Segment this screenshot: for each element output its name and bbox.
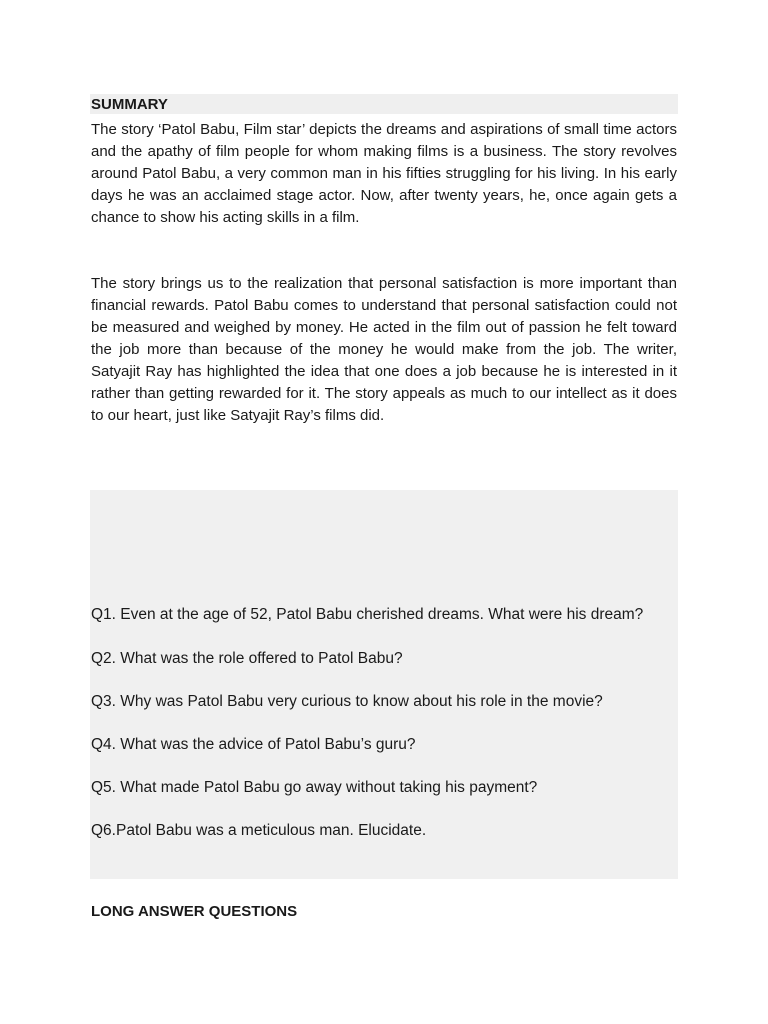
question-5: Q5. What made Patol Babu go away without taking his payment? (91, 779, 538, 796)
question-4: Q4. What was the advice of Patol Babu’s guru? (91, 736, 416, 753)
summary-paragraph-2: The story brings us to the realization that personal satisfaction is more important than financial rewards. Patol Babu comes to understand that personal satisfaction could not be measured and weighed by money. He acted in the film out of passion he felt toward the job more than because of the money he would make from the job. The writer, Satyajit Ray has highlighted the idea that one does a job because he is interested in it rather than getting rewarded for it. The story appeals as much to our intellect as it does to our heart, just like Satyajit Ray’s films did. (91, 275, 677, 424)
long-answer-heading: LONG ANSWER QUESTIONS (91, 903, 298, 920)
question-2: Q2. What was the role offered to Patol Babu? (91, 650, 403, 667)
summary-heading: SUMMARY (91, 96, 168, 113)
question-1: Q1. Even at the age of 52, Patol Babu cherished dreams. What were his dream? (91, 606, 644, 623)
question-6: Q6.Patol Babu was a meticulous man. Elucidate. (91, 822, 427, 839)
question-3: Q3. Why was Patol Babu very curious to know about his role in the movie? (91, 693, 603, 710)
summary-paragraph-1: The story ‘Patol Babu, Film star’ depicts the dreams and aspirations of small time actors and the apathy of film people for whom making films is a business. The story revolves around Patol Babu, a very common man in his fifties struggling for his living. In his early days he was an acclaimed stage actor. Now, after twenty years, he, once again gets a chance to show his acting skills in a film. (91, 121, 677, 226)
summary-heading-highlight (90, 94, 678, 114)
